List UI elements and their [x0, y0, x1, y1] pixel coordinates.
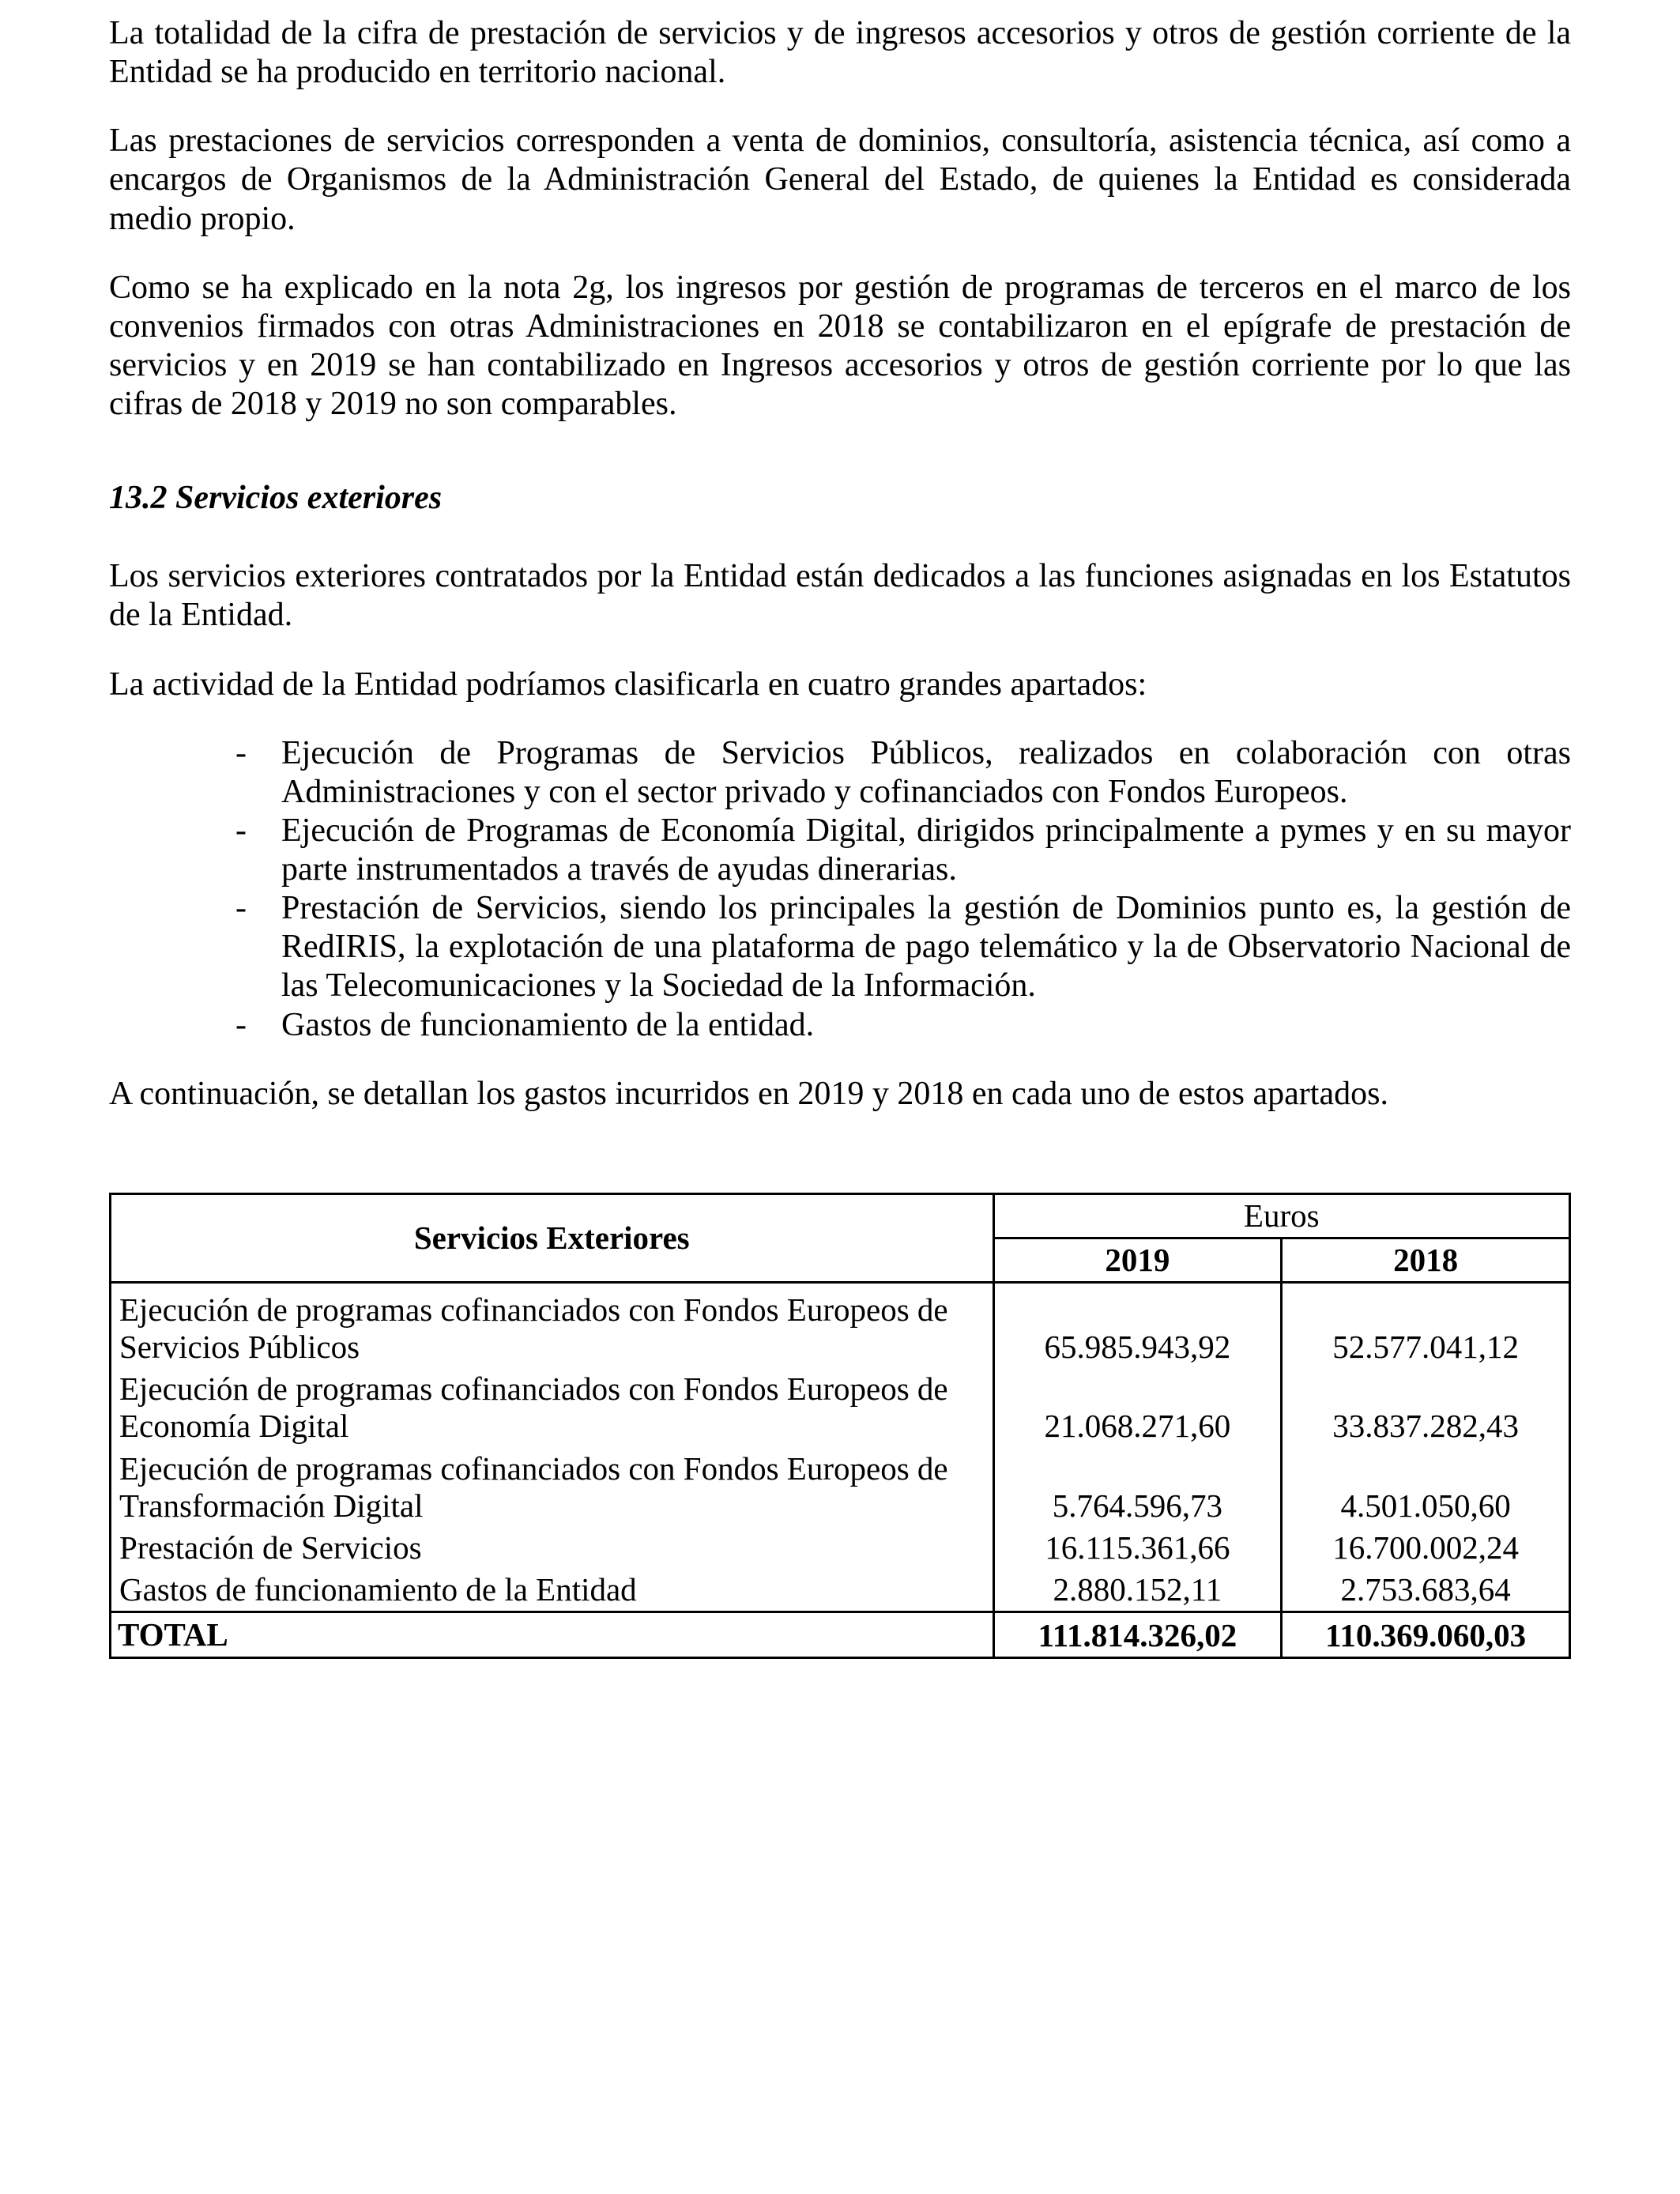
value-2018: 4.501.050,60 — [1282, 1448, 1570, 1527]
dash-bullet: - — [235, 812, 247, 849]
list-item-text: Ejecución de Programas de Servicios Públicos, realizados en colaboración con otras Administraciones y con el sector privado y cofinanciados con Fondos Europeos. — [281, 734, 1571, 810]
value-2018: 2.753.683,64 — [1282, 1569, 1570, 1612]
table-row — [111, 1368, 1570, 1447]
list-item — [109, 889, 1571, 1005]
total-label: TOTAL — [111, 1612, 994, 1658]
euros-group-header: Euros — [993, 1193, 1569, 1238]
total-value-2019: 111.814.326,02 — [993, 1612, 1282, 1658]
row-label: Gastos de funcionamiento de la Entidad — [119, 1571, 637, 1608]
section-heading-13-2: 13.2 Servicios exteriores — [109, 480, 443, 517]
row-label: Ejecución de programas cofinanciados con Fondos Europeos de Transformación Digital — [119, 1449, 948, 1524]
list-item-text: Ejecución de Programas de Economía Digital, dirigidos principalmente a pymes y en su mayor parte instrumentados a través de ayudas dinerarias. — [281, 812, 1571, 888]
list-item-text: Prestación de Servicios, siendo los principales la gestión de Dominios punto es, la gestión de RedIRIS, la explotación de una plataforma de pago telemático y la de Observatorio Nacional de las Telecomunicaciones y la Sociedad de la Información. — [281, 890, 1571, 1005]
servicios-exteriores-table — [109, 1193, 1571, 1660]
paragraph-continuacion: A continuación, se detallan los gastos incurridos en 2019 y 2018 en cada uno de estos apartados. — [109, 1075, 1388, 1112]
table-row — [111, 1283, 1570, 1369]
column-header-2018: 2018 — [1282, 1238, 1570, 1282]
paragraph-servicios-exteriores-intro: Los servicios exteriores contratados por la Entidad están dedicados a las funciones asignadas en los Estatutos de la Entidad. — [109, 558, 1571, 634]
row-label: Prestación de Servicios — [119, 1529, 422, 1566]
paragraph-prestaciones-servicios: Las prestaciones de servicios corresponden a venta de dominios, consultoría, asistencia técnica, así como a encargos de Organismos de la Administración General del Estado, de quienes la Entidad es considerada medio propio. — [109, 123, 1571, 237]
column-header-2019: 2019 — [993, 1238, 1282, 1282]
list-item-text: Gastos de funcionamiento de la entidad. — [281, 1006, 815, 1043]
row-label: Ejecución de programas cofinanciados con Fondos Europeos de Economía Digital — [119, 1370, 948, 1445]
table-row — [111, 1569, 1570, 1612]
table-header-row-group — [111, 1193, 1570, 1238]
value-2019: 21.068.271,60 — [993, 1368, 1282, 1447]
paragraph-nota-2g: Como se ha explicado en la nota 2g, los ingresos por gestión de programas de terceros en el marco de los convenios firmados con otras Administraciones en 2018 se contabilizaron en el epígrafe de prestación de servicios y en 2019 se han contabilizado en Ingresos accesorios y otros de gestión corriente por lo que las cifras de 2018 y 2019 no son comparables. — [109, 269, 1571, 422]
paragraph-territorio-nacional: La totalidad de la cifra de prestación de servicios y de ingresos accesorios y otros de gestión corriente de la Entidad se ha producido en territorio nacional. — [109, 15, 1571, 91]
value-2019: 5.764.596,73 — [993, 1448, 1282, 1527]
table-title-cell: Servicios Exteriores — [111, 1193, 994, 1282]
table-total-row — [111, 1612, 1570, 1658]
value-2018: 16.700.002,24 — [1282, 1527, 1570, 1569]
list-item — [109, 1006, 1571, 1045]
dash-bullet: - — [235, 1006, 247, 1043]
list-item — [109, 734, 1571, 812]
table-row — [111, 1448, 1570, 1527]
value-2019: 2.880.152,11 — [993, 1569, 1282, 1612]
paragraph-actividad-apartados: La actividad de la Entidad podríamos clasificarla en cuatro grandes apartados: — [109, 665, 1147, 703]
value-2018: 52.577.041,12 — [1282, 1283, 1570, 1369]
value-2019: 65.985.943,92 — [993, 1283, 1282, 1369]
list-item — [109, 812, 1571, 889]
bullet-list — [109, 734, 1571, 1045]
dash-bullet: - — [235, 734, 247, 771]
value-2019: 16.115.361,66 — [993, 1527, 1282, 1569]
total-value-2018: 110.369.060,03 — [1282, 1612, 1570, 1658]
value-2018: 33.837.282,43 — [1282, 1368, 1570, 1447]
dash-bullet: - — [235, 890, 247, 927]
row-label: Ejecución de programas cofinanciados con Fondos Europeos de Servicios Públicos — [119, 1291, 948, 1366]
table-row — [111, 1527, 1570, 1569]
